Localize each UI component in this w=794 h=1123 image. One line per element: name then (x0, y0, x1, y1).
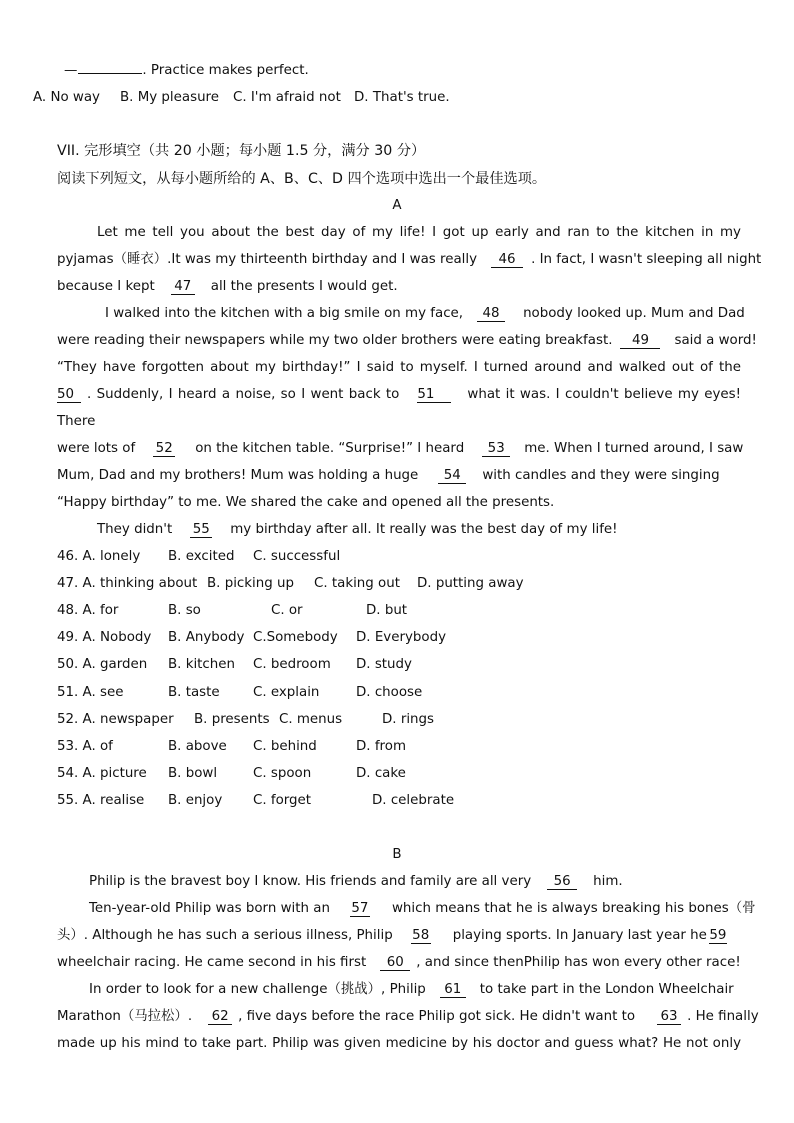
option-d[interactable]: D. from (356, 738, 406, 754)
reply-text: . Practice makes perfect. (142, 63, 309, 78)
text: wheelchair racing. He came second in his first (57, 955, 367, 970)
dash: — (64, 63, 78, 78)
option-a[interactable]: 53. A. of (57, 738, 113, 754)
text: , five days before the race Philip got sick. He didn't want to (238, 1009, 636, 1024)
option-c[interactable]: C. behind (253, 738, 317, 754)
text: him. (593, 874, 623, 889)
passage-b-line (57, 1008, 777, 1026)
option-c[interactable]: C. or (271, 603, 303, 619)
blank-59: 59 (709, 928, 727, 943)
option-d[interactable]: D. Everybody (356, 630, 446, 646)
text: pyjamas（睡衣）.It was my thirteenth birthday and I was really (57, 252, 478, 267)
text: They didn't (97, 522, 173, 537)
passage-a-line (57, 251, 762, 269)
passage-a-line: “They have forgotten about my birthday!” I said to myself. I turned around and walked out of the (57, 360, 741, 375)
question-row (57, 765, 741, 783)
text: me. When I turned around, I saw (524, 441, 744, 456)
passage-a-line (57, 386, 741, 404)
option-b[interactable]: B. so (168, 603, 201, 619)
option-c[interactable]: C. forget (253, 792, 312, 808)
option-a: A. No way (33, 90, 100, 105)
question-row (57, 738, 741, 756)
blank-48: 48 (477, 306, 505, 322)
option-a[interactable]: 51. A. see (57, 684, 124, 700)
text: playing sports. In January last year he (452, 928, 707, 943)
section-heading: VII. 完形填空（共 20 小题；每小题 1.5 分，满分 30 分） (57, 143, 426, 159)
option-b[interactable]: B. Anybody (168, 630, 245, 646)
option-d[interactable]: D. celebrate (372, 792, 455, 808)
text: In order to look for a new challenge（挑战）, Philip (89, 982, 426, 997)
passage-a-label: A (392, 198, 402, 213)
passage-a-line: Let me tell you about the best day of my life! I got up early and ran to the kitchen in my (97, 225, 741, 240)
option-c[interactable]: C. explain (253, 684, 320, 700)
blank-50: 50 (57, 387, 81, 403)
text: my birthday after all. It really was the best day of my life! (230, 522, 618, 537)
option-a[interactable]: 50. A. garden (57, 657, 148, 673)
option-d[interactable]: D. cake (356, 765, 406, 781)
text: , and since thenPhilip has won every other race! (416, 955, 741, 970)
option-a[interactable]: 47. A. thinking about (57, 576, 198, 592)
text: which means that he is always breaking his bones（骨 (391, 901, 756, 916)
option-b[interactable]: B. presents (194, 711, 270, 727)
blank-52: 52 (153, 441, 175, 457)
blank-57: 57 (351, 901, 369, 916)
passage-a-line: “Happy birthday” to me. We shared the cake and opened all the presents. (57, 495, 555, 510)
passage-a-line: There (57, 414, 96, 429)
blank-55: 55 (190, 522, 212, 538)
dialogue-reply (64, 62, 748, 80)
passage-b-line (57, 954, 741, 972)
option-d[interactable]: D. rings (382, 711, 435, 727)
text: to take part in the London Wheelchair (479, 982, 734, 997)
option-a[interactable]: 55. A. realise (57, 792, 145, 808)
text: were lots of (57, 441, 136, 456)
blank-58: 58 (412, 928, 430, 943)
option-b[interactable]: B. kitchen (168, 657, 235, 673)
option-a[interactable]: 54. A. picture (57, 765, 147, 781)
blank-51: 51 (417, 387, 451, 403)
option-b[interactable]: B. enjoy (168, 792, 223, 808)
option-d[interactable]: D. choose (356, 684, 423, 700)
text: Philip is the bravest boy I know. His friends and family are all very (89, 874, 532, 889)
passage-b-line: made up his mind to take part. Philip was given medicine by his doctor and guess what? He not only (57, 1036, 741, 1051)
text: Ten-year-old Philip was born with an (89, 901, 330, 916)
text: Mum, Dad and my brothers! Mum was holding a huge (57, 468, 419, 483)
question-row (57, 684, 741, 702)
passage-a-line (57, 467, 741, 485)
option-c[interactable]: C.Somebody (253, 630, 338, 646)
option-c[interactable]: C. bedroom (253, 657, 331, 673)
text: . He finally (687, 1009, 759, 1024)
text: were reading their newspapers while my two older brothers were eating breakfast. (57, 333, 613, 348)
text: . Suddenly, I heard a noise, so I went back to (87, 387, 400, 402)
option-b[interactable]: B. excited (168, 549, 235, 564)
option-d: D. That's true. (354, 90, 450, 105)
text: Marathon（马拉松）. (57, 1009, 193, 1024)
passage-b-line (57, 981, 741, 999)
question-row (57, 711, 741, 729)
question-row (57, 548, 741, 566)
question-row (57, 629, 741, 647)
option-b[interactable]: B. picking up (207, 576, 294, 592)
option-a[interactable]: 49. A. Nobody (57, 630, 152, 646)
option-a[interactable]: 46. A. lonely (57, 549, 141, 564)
option-c[interactable]: C. taking out (314, 576, 400, 592)
option-d[interactable]: D. study (356, 657, 412, 673)
option-c[interactable]: C. menus (279, 711, 343, 727)
option-c[interactable]: C. spoon (253, 765, 312, 781)
blank-56: 56 (547, 874, 577, 890)
option-a[interactable]: 52. A. newspaper (57, 711, 174, 727)
text: 头）. Although he has such a serious illness, Philip (57, 928, 393, 943)
passage-a-line (57, 332, 757, 350)
option-b[interactable]: B. above (168, 738, 227, 754)
passage-a-line (57, 521, 741, 539)
text: said a word! (674, 333, 757, 348)
option-b[interactable]: B. taste (168, 684, 220, 700)
option-c[interactable]: C. successful (253, 549, 341, 564)
section-instruction: 阅读下列短文，从每小题所给的 A、B、C、D 四个选项中选出一个最佳选项。 (57, 171, 547, 187)
question-row (57, 602, 741, 620)
question-row (57, 656, 741, 674)
passage-b-line (57, 900, 756, 918)
option-d[interactable]: D. putting away (417, 576, 524, 592)
passage-b-line (57, 927, 741, 945)
dialogue-options (33, 89, 717, 107)
text: with candles and they were singing (482, 468, 720, 483)
blank-54: 54 (438, 468, 466, 484)
text: I walked into the kitchen with a big smile on my face, (105, 306, 464, 321)
blank-53: 53 (482, 441, 510, 457)
passage-a-line (57, 305, 745, 323)
option-a[interactable]: 48. A. for (57, 603, 119, 619)
passage-b-label: B (392, 847, 402, 862)
blank-62: 62 (208, 1009, 232, 1025)
option-b[interactable]: B. bowl (168, 765, 218, 781)
option-d[interactable]: D. but (366, 603, 408, 619)
question-row (57, 575, 741, 593)
blank-63: 63 (657, 1009, 681, 1025)
answer-blank (78, 73, 142, 74)
text: nobody looked up. Mum and Dad (523, 306, 745, 321)
passage-b-line (57, 873, 741, 891)
option-c: C. I'm afraid not (233, 90, 341, 105)
blank-46: 46 (491, 252, 523, 268)
text: what it was. I couldn't believe my eyes! (467, 387, 741, 402)
passage-a-line (57, 440, 744, 458)
text: all the presents I would get. (210, 279, 398, 294)
blank-49: 49 (620, 333, 660, 349)
text: because I kept (57, 279, 155, 294)
text: . In fact, I wasn't sleeping all night (531, 252, 762, 267)
option-b: B. My pleasure (120, 90, 220, 105)
blank-60: 60 (380, 955, 410, 971)
passage-a-line (57, 278, 741, 296)
blank-61: 61 (440, 982, 466, 998)
text: on the kitchen table. “Surprise!” I heard (195, 441, 465, 456)
blank-47: 47 (171, 279, 195, 295)
question-row (57, 792, 741, 810)
